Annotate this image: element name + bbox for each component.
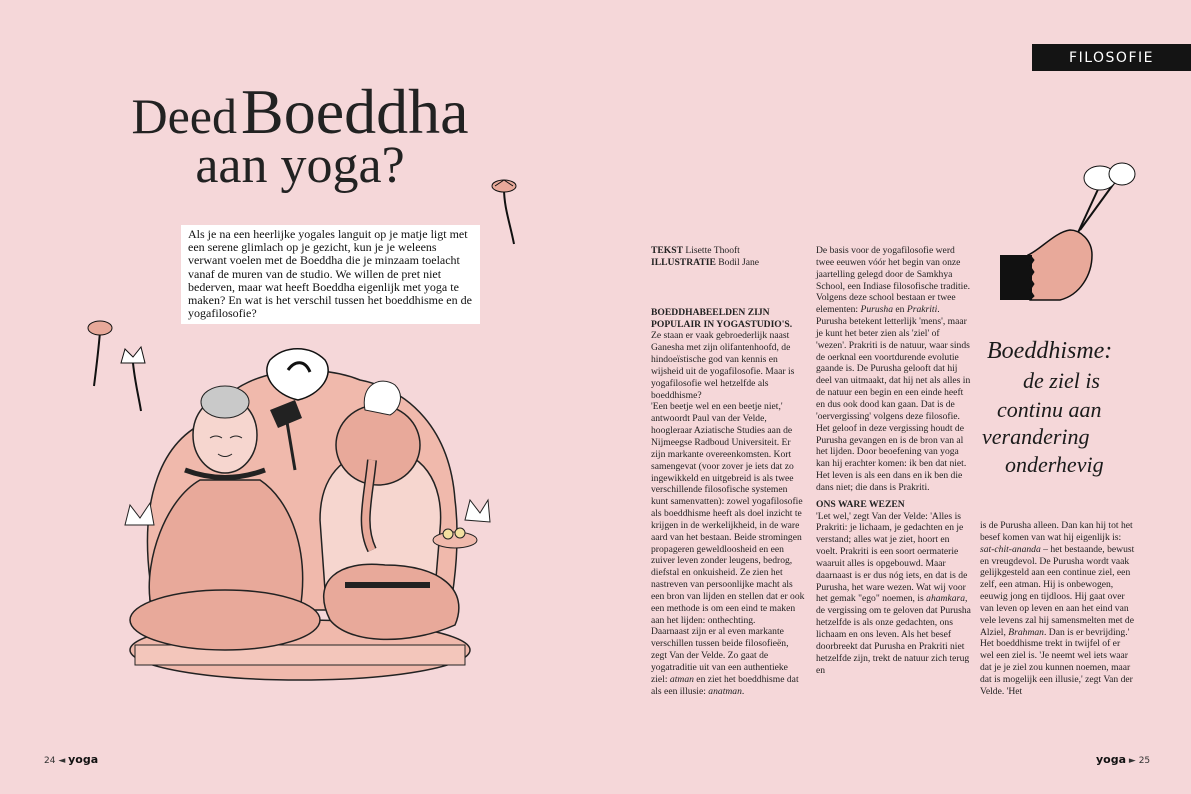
- pull-quote-lettering: [982, 338, 1155, 488]
- footer-left: [44, 753, 98, 766]
- paragraph: Daarnaast zijn er al even markante verschillen tussen beide filosofieën, zegt Van der Velde. Zo gaat de yogatraditie uit van een authentieke ziel: atman en ziet het boeddhisme dat als een illusie: anatman.: [651, 626, 799, 697]
- credit-text-label: TEKST: [651, 245, 683, 256]
- paragraph: 'Let wel,' zegt Van der Velde: 'Alles is Prakriti: je lichaam, je gedachten en je verstand; alles wat je ziet, hoort en voelt. Prakriti is een soort oermaterie waaruit alles is opgebouwd. Maar daarnaast is er dus nóg iets, en dat is de Purusha, het ware wezen. Wat wij voor het gemak "ego" noemen, is ahamkara, de vergissing om te geloven dat Purusha hetzelfde is als onze gedachten, ons lichaam en ons leven. Als het besef doorbreekt dat Purusha en Prakriti niet hetzelfde zijn, trekt de natuur zich terug en: [816, 510, 971, 676]
- intro-text: Als je na een heerlijke yogales languit op je matje ligt met een serene glimlach op je gezicht, kun je je weleens verwant voelen met de Boeddha die je minzaam toelacht vanaf de muren van de studio. We willen de pret niet bederven, maar wat heeft Boeddha eigenlijk met yoga te maken? En wat is het verschil tussen het boeddhisme en de yogafilosofie?: [188, 227, 472, 321]
- paragraph: De basis voor de yogafilosofie werd twee eeuwen vóór het begin van onze jaartelling gelegd door de Samkhya School, een Indiase filosofische traditie. Volgens deze school bestaan er twee elementen: Purusha en Prakriti. Purusha betekent letterlijk 'mens', maar je kunt het beter zien als 'ziel' of 'wezen'. Prakriti is de natuur, waar sinds de oerknal een voortdurende evolutie gaande is. De Purusha gelooft dat hij deel van uitmaakt, dat hij net als alles in de natuur een begin en een einde heeft en dus ook dood kan gaan. Dat is de 'oervergissing' volgens deze filosofie. Het geloof in deze vergissing houdt de Purusha gevangen en is de bron van al het lijden. Door beoefening van yoga kan hij erachter komen: ik ben dat niet. Het leven is als een dans en ik ben die dans niet; die dans is Prakriti.: [816, 245, 971, 493]
- page-number: 25: [1138, 756, 1151, 766]
- paragraph: Ze staan er vaak gebroederlijk naast Ganesha met zijn olifantenhoofd, de hindoeïstische god van kennis en wijsheid uit de yogafilosofie. Maar is yogafilosofie wel hetzelfde als boeddhisme?: [651, 330, 795, 401]
- credits: [651, 245, 806, 269]
- section-tag: [1032, 44, 1191, 71]
- title-word-2: Boeddha: [241, 76, 469, 147]
- buddha-ganesha-illustration: [110, 350, 490, 720]
- subheading: ONS WARE WEZEN: [816, 498, 905, 510]
- body-column-2: [816, 245, 971, 676]
- credit-illustration-label: ILLUSTRATIE: [651, 256, 716, 268]
- pull-quote-line: continu aan: [997, 397, 1102, 422]
- magazine-name: yoga: [1096, 753, 1127, 766]
- title-word-1: Deed: [131, 88, 237, 144]
- footer-right: [1096, 753, 1150, 766]
- pull-quote-line: onderhevig: [1005, 452, 1104, 477]
- page-number: 24: [44, 756, 56, 766]
- pull-quote-line: de ziel is: [1023, 368, 1100, 393]
- arrow-left-icon: ◄: [58, 756, 66, 766]
- subheading: BOEDDHABEELDEN ZIJN POPULAIR IN YOGASTUDIO'S.: [651, 306, 793, 330]
- arrow-right-icon: ►: [1128, 756, 1136, 766]
- intro-box: [181, 225, 480, 324]
- hand-with-lotus-illustration: [1000, 160, 1140, 310]
- paragraph: is de Purusha alleen. Dan kan hij tot het besef komen van wat hij eigenlijk is: sat-chit-ananda – het bestaande, bewust en vreugdevol. De Purusha wordt vaak gelijkgesteld aan een continue ziel, een zelf, een atman. Hij is onbewogen, eeuwig jong en tijdloos. Hij gaat over van leven op leven en aan het eind van vele levens zal hij samensmelten met de Alziel, Brahman. Dan is er bevrijding.' Het boeddhisme trekt in twijfel of er wel een ziel is. 'Je neemt wel iets waar dat je je ziel zou kunnen noemen, maar dat is mogelijk een illusie,' zegt Van der Velde. 'Het: [980, 520, 1135, 697]
- magazine-name: yoga: [68, 753, 99, 766]
- body-column-3: [980, 520, 1136, 698]
- body-column-1: [651, 245, 806, 698]
- credit-illustration-name: Bodil Jane: [718, 256, 760, 268]
- lotus-flower-icon: [490, 178, 530, 248]
- section-label: FILOSOFIE: [1069, 49, 1154, 66]
- paragraph: 'Een beetje wel en een beetje niet,' antwoordt Paul van der Velde, hoogleraar Aziatische Studies aan de Nijmeegse Radboud Universiteit. Er zijn markante overeenkomsten. Kort samengevat (voor zover je iets dat zo ingewikkeld en uitgebreid is als twee verschillende filosofische systemen kunt samenvatten): zowel yogafilosofie als boeddhisme heeft als doel inzicht te krijgen in de werkelijkheid, in de ware aard van het bestaan. Beide stromingen propageren geweldloosheid en een zuiver leven zonder leugens, bedrog, diefstal en onkuisheid. Ze zien het nastreven van persoonlijke macht als een bron van lijden en stellen dat er ook een methode is om een eind te maken aan het lijden: onthechting.: [651, 401, 805, 626]
- pull-quote-line: verandering: [982, 424, 1090, 449]
- pull-quote-line: Boeddhisme:: [987, 338, 1113, 364]
- article-title: [40, 76, 560, 194]
- credit-text-name: Lisette Thooft: [685, 245, 740, 256]
- title-line-2: aan yoga?: [195, 137, 405, 194]
